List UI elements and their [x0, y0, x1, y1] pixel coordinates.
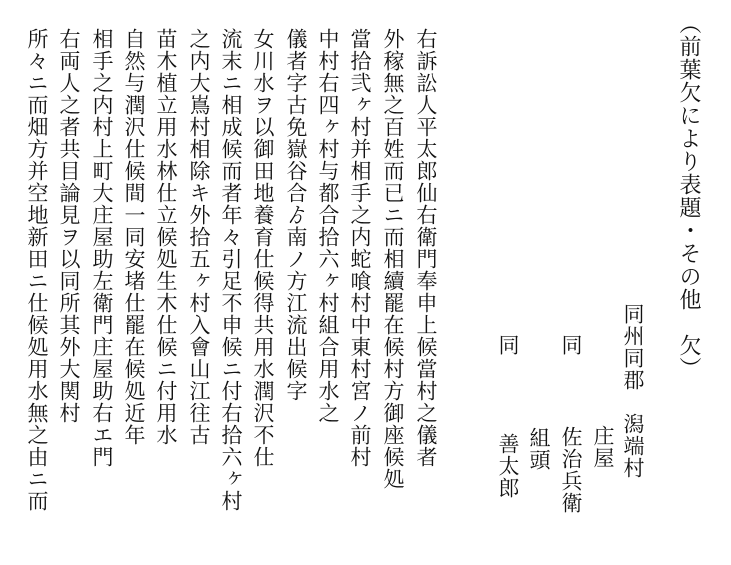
body-line: 流末ニ相成候而者年々引足不申候ニ付右拾六ヶ村 [219, 28, 243, 512]
body-line: 自然与潤沢仕候間一同安堵仕罷在候処近年 [122, 28, 146, 446]
body-line: 儀者字古免嶽谷合ゟ南ノ方江流出候字 [284, 28, 308, 402]
header-location: 同州同郡 潟端村 [621, 303, 645, 479]
body-line: 右両人之者共目論見ヲ以同所其外大関村 [57, 28, 81, 424]
body-line: 所々ニ而畑方并空地新田ニ仕候処用水無之由ニ而 [25, 28, 49, 512]
header-same-mark-2: 同 [496, 334, 520, 356]
header-same-mark-1: 同 [559, 334, 583, 356]
header-role-shoya: 庄屋 [591, 425, 615, 469]
body-line: 外稼無之百姓而已ニ而相續罷在候村方御座候処 [381, 28, 405, 490]
missing-page-note: （前葉欠により表題・その他 欠） [676, 12, 701, 380]
body-line: 苗木植立用水林仕立候処生木仕候ニ付用水 [154, 28, 178, 446]
body-line: 右訴訟人平太郎仙右衛門奉申上候當村之儀者 [414, 28, 438, 468]
header-role-kumigashira: 組頭 [527, 427, 551, 471]
body-line: 女川水ヲ以御田地養育仕候得共用水潤沢不仕 [251, 28, 275, 468]
header-person-sajibee: 佐治兵衛 [559, 426, 583, 514]
body-line: 當拾弐ヶ村并相手之内蛇喰村中東村宮ノ前村 [348, 28, 372, 468]
header-person-zentaro: 善太郎 [496, 433, 520, 499]
body-line: 之内大嶌村相除キ外拾五ヶ村入會山江往古 [187, 28, 211, 446]
body-line: 相手之内村上町大庄屋助左衛門庄屋助右エ門 [90, 28, 114, 468]
body-line: 中村右四ヶ村与都合拾六ヶ村組合用水之 [316, 28, 340, 424]
